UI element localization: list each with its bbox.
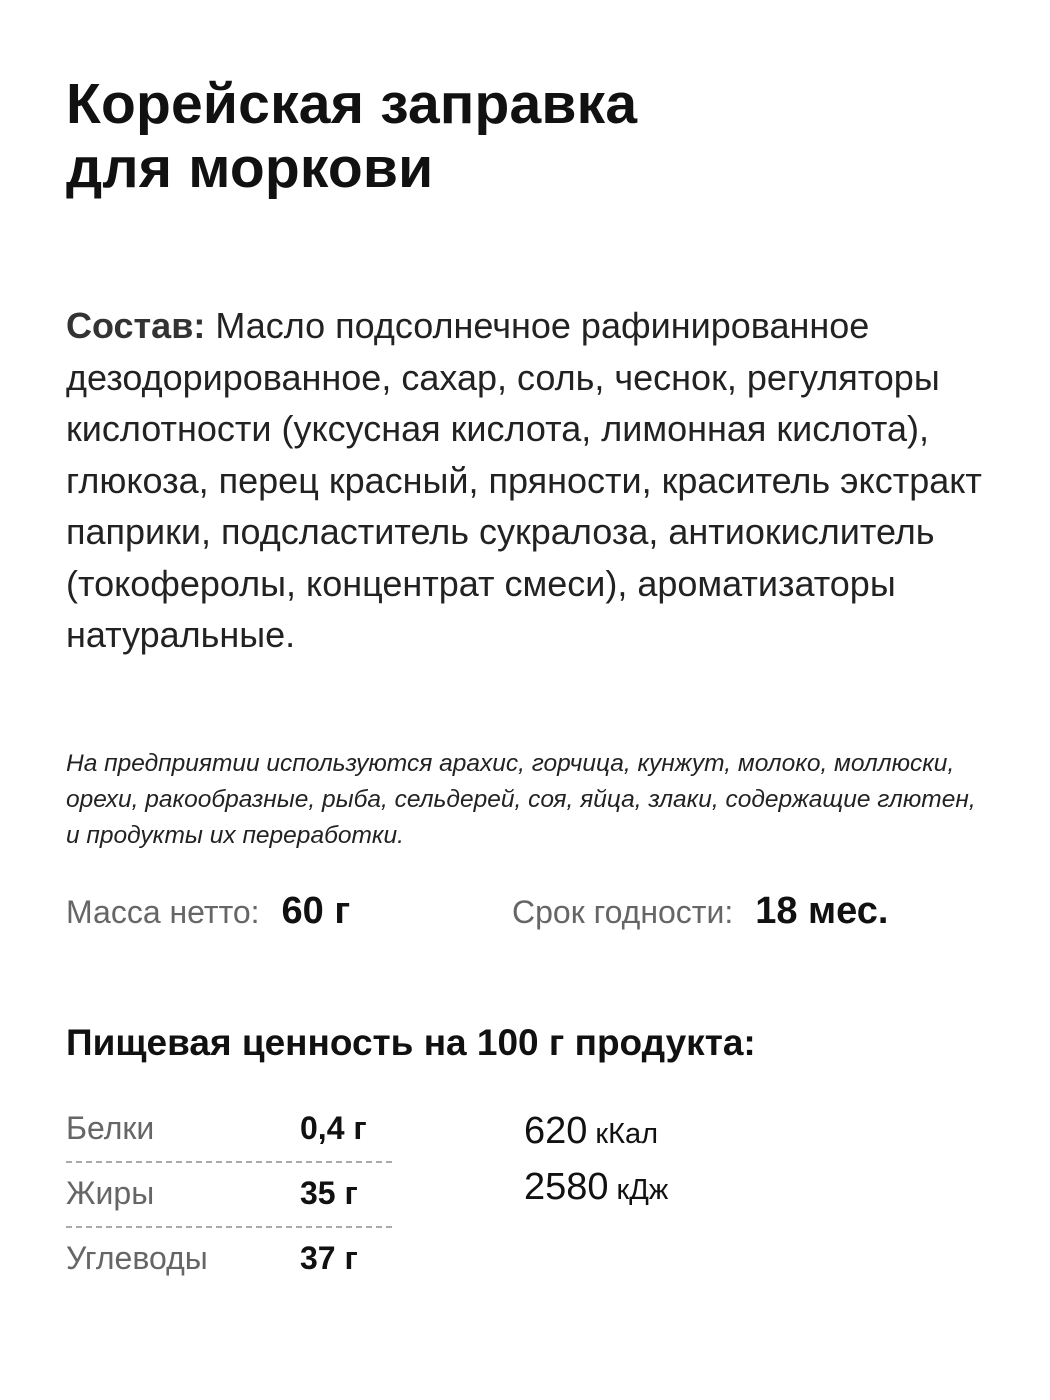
nutrient-name: Углеводы (66, 1240, 208, 1276)
shelf-life-value: 18 мес. (755, 890, 889, 932)
net-weight-value: 60 г (281, 890, 351, 932)
energy-kj-unit: кДж (616, 1174, 669, 1206)
nutrient-table (66, 1098, 392, 1291)
allergen-notice: На предприятии используются арахис, горчица, кунжут, молоко, моллюски, орехи, ракообразные, рыба, сельдерей, соя, яйца, злаки, содержащие глютен, и продукты их переработки. (66, 750, 976, 849)
energy-kj-value: 2580 (524, 1166, 609, 1208)
energy-block (524, 1110, 668, 1222)
nutrition-heading: Пищевая ценность на 100 г продукта: (66, 1022, 756, 1063)
nutrient-name: Белки (66, 1110, 155, 1146)
nutrient-value: 35 г (300, 1175, 358, 1211)
net-weight-label: Масса нетто: (66, 894, 260, 930)
nutrient-name: Жиры (66, 1175, 155, 1211)
nutrient-value: 0,4 г (300, 1110, 367, 1146)
composition-block (66, 300, 1006, 661)
composition-text: Масло подсолнечное рафинированное дезодорированное, сахар, соль, чеснок, регуляторы кислотности (уксусная кислота, лимонная кислота), глюкоза, перец красный, пряности, краситель экстракт паприки, подсластитель сукралоза, антиокислитель (токоферолы, концентрат смеси), ароматизаторы натуральные. (66, 305, 982, 655)
energy-kcal-value: 620 (524, 1110, 588, 1152)
net-weight (66, 890, 350, 944)
nutrient-row-carbs (66, 1228, 392, 1291)
composition-label: Состав: (66, 305, 206, 346)
nutrient-row-fat (66, 1163, 392, 1228)
energy-kj (524, 1166, 668, 1222)
energy-kcal-unit: кКал (595, 1118, 659, 1150)
energy-kcal (524, 1110, 668, 1166)
nutrient-row-protein (66, 1098, 392, 1163)
product-title-line-1: Корейская заправка (66, 72, 638, 136)
product-title-line-2: для моркови (66, 136, 434, 200)
shelf-life-label: Срок годности: (512, 894, 734, 930)
product-title (66, 72, 1006, 200)
nutrient-value: 37 г (300, 1240, 358, 1276)
shelf-life (512, 890, 888, 944)
